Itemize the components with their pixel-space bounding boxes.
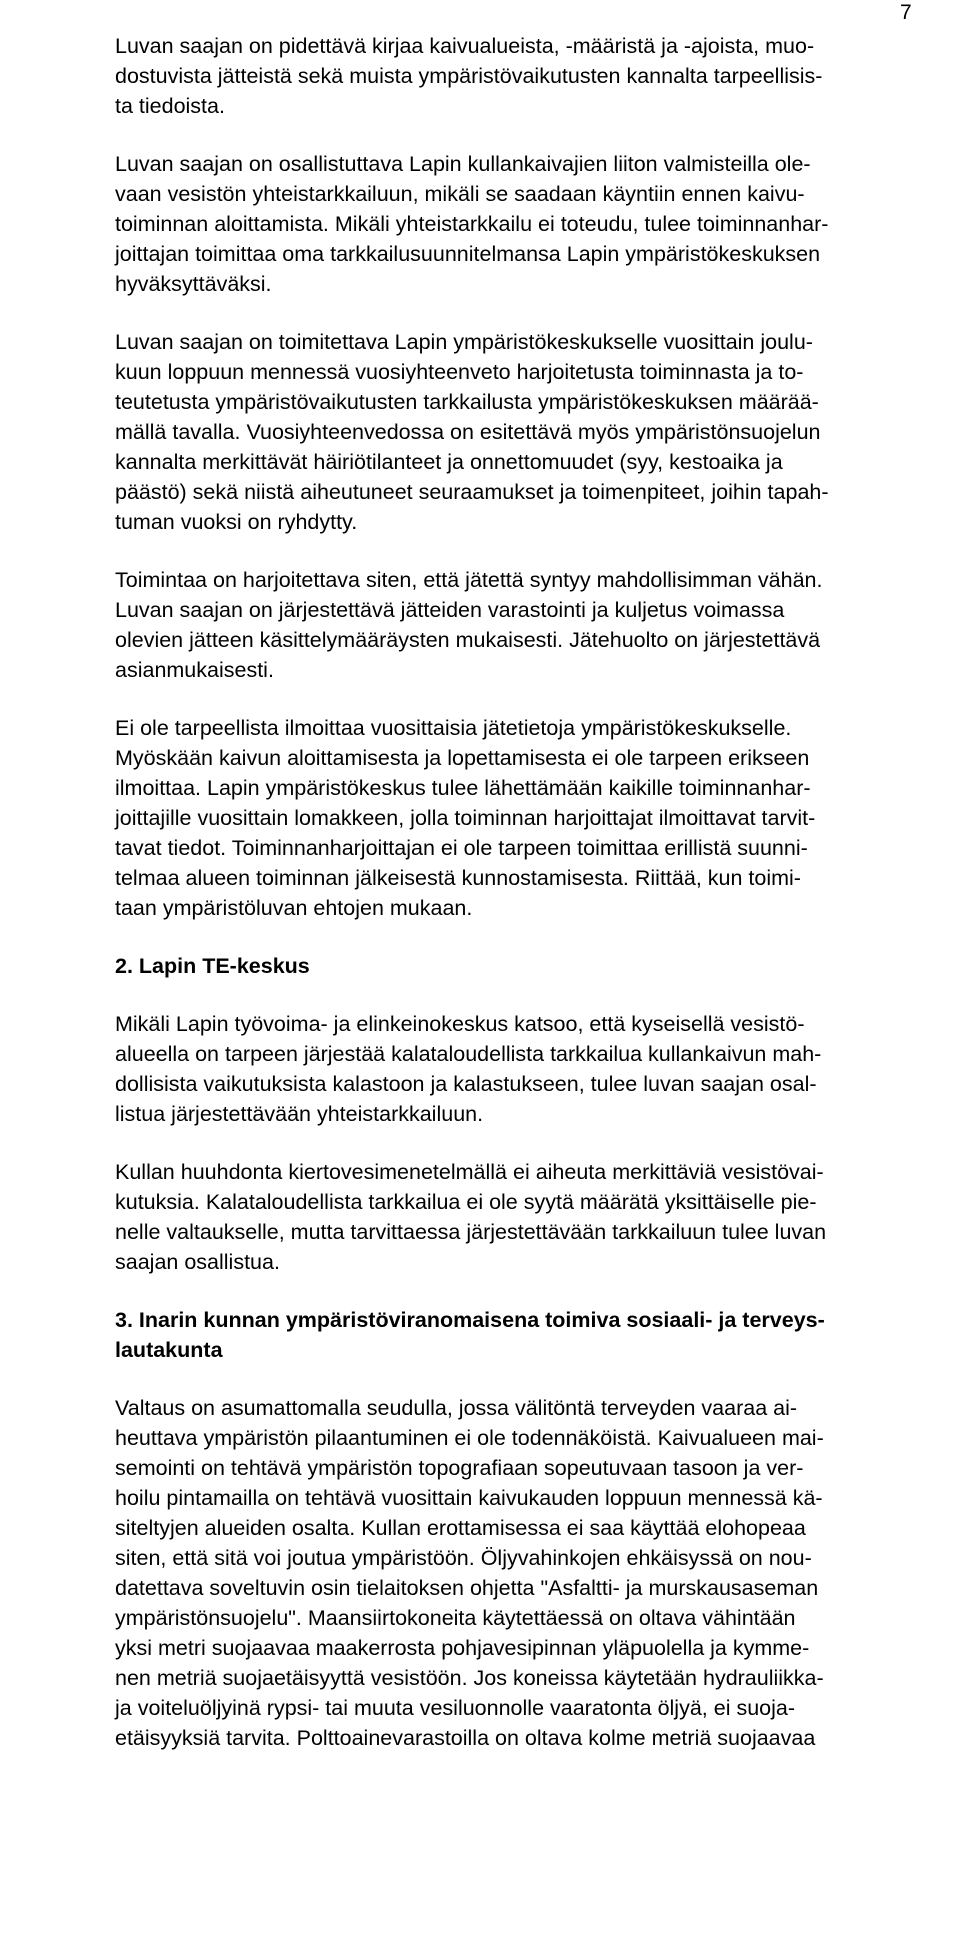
text-line: toiminnan aloittamista. Mikäli yhteistarkkailu ei toteudu, tulee toiminnanhar- (115, 212, 829, 236)
text-line: vaan vesistön yhteistarkkailuun, mikäli se saadaan käyntiin ennen kaivu- (115, 182, 805, 206)
text-line: ilmoittaa. Lapin ympäristökeskus tulee lähettämään kaikille toiminnanhar- (115, 776, 811, 800)
paragraph (115, 31, 823, 121)
paragraph-gap (115, 1277, 771, 1305)
text-line: 3. Inarin kunnan ympäristöviranomaisena toimiva sosiaali- ja terveys- (115, 1308, 825, 1332)
text-line: heuttava ympäristön pilaantuminen ei ole todennäköistä. Kaivualueen mai- (115, 1426, 824, 1450)
paragraph (115, 565, 823, 685)
text-line: alueella on tarpeen järjestää kalataloudellista tarkkailua kullankaivun mah- (115, 1042, 822, 1066)
document-body (115, 31, 829, 1753)
text-line: telmaa alueen toiminnan jälkeisestä kunnostamisesta. Riittää, kun toimi- (115, 866, 801, 890)
text-line: päästö) sekä niistä aiheutuneet seuraamukset ja toimenpiteet, joihin tapah- (115, 480, 829, 504)
text-line: nen metriä suojaetäisyyttä vesistöön. Jos koneissa käytetään hydrauliikka- (115, 1666, 824, 1690)
text-line: hoilu pintamailla on tehtävä vuosittain kaivukauden loppuun mennessä kä- (115, 1486, 823, 1510)
text-line: dollisista vaikutuksista kalastoon ja kalastukseen, tulee luvan saajan osal- (115, 1072, 817, 1096)
text-line: Toimintaa on harjoitettava siten, että jätettä syntyy mahdollisimman vähän. (115, 568, 823, 592)
text-line: joittajan toimittaa oma tarkkailusuunnitelmansa Lapin ympäristökeskuksen (115, 242, 821, 266)
text-line: ta tiedoista. (115, 94, 225, 118)
text-line: nelle valtaukselle, mutta tarvittaessa järjestettävään tarkkailuun tulee luvan (115, 1220, 827, 1244)
text-line: Kullan huuhdonta kiertovesimenetelmällä ei aiheuta merkittäviä vesistövai- (115, 1160, 824, 1184)
page-number: 7 (900, 1, 912, 24)
text-line: asianmukaisesti. (115, 658, 274, 682)
text-line: siteltyjen alueiden osalta. Kullan erottamisessa ei saa käyttää elohopeaa (115, 1516, 806, 1540)
paragraph-gap (115, 537, 771, 565)
paragraph-gap (115, 121, 771, 149)
text-line: ja voiteluöljyinä rypsi- tai muuta vesiluonnolle vaaratonta öljyä, ei suoja- (115, 1696, 796, 1720)
text-line: lautakunta (115, 1338, 223, 1362)
paragraph-gap (115, 923, 771, 951)
text-line: ympäristönsuojelu". Maansiirtokoneita käytettäessä on oltava vähintään (115, 1606, 796, 1630)
text-line: saajan osallistua. (115, 1250, 280, 1274)
text-line: Ei ole tarpeellista ilmoittaa vuosittaisia jätetietoja ympäristökeskukselle. (115, 716, 792, 740)
text-line: Valtaus on asumattomalla seudulla, jossa välitöntä terveyden vaaraa ai- (115, 1396, 798, 1420)
text-line: Luvan saajan on osallistuttava Lapin kullankaivajien liiton valmisteilla ole- (115, 152, 811, 176)
section-heading (115, 1305, 825, 1365)
section-heading (115, 951, 771, 981)
text-line: Mikäli Lapin työvoima- ja elinkeinokeskus katsoo, että kyseisellä vesistö- (115, 1012, 805, 1036)
text-line: kuun loppuun mennessä vuosiyhteenveto harjoitetusta toiminnasta ja to- (115, 360, 804, 384)
paragraph-gap (115, 981, 771, 1009)
text-line: olevien jätteen käsittelymääräysten mukaisesti. Jätehuolto on järjestettävä (115, 628, 821, 652)
text-line: kutuksia. Kalataloudellista tarkkailua ei ole syytä määrätä yksittäiselle pie- (115, 1190, 817, 1214)
text-line: tuman vuoksi on ryhdytty. (115, 510, 358, 534)
text-line: listua järjestettävään yhteistarkkailuun. (115, 1102, 484, 1126)
text-line: teutetusta ympäristövaikutusten tarkkailusta ympäristökeskuksen määrää- (115, 390, 819, 414)
text-line: semointi on tehtävä ympäristön topografiaan sopeutuvaan tasoon ja ver- (115, 1456, 804, 1480)
text-line: Luvan saajan on järjestettävä jätteiden varastointi ja kuljetus voimassa (115, 598, 785, 622)
paragraph (115, 713, 816, 923)
text-line: mällä tavalla. Vuosiyhteenvedossa on esitettävä myös ympäristönsuojelun (115, 420, 821, 444)
paragraph (115, 1393, 824, 1753)
paragraph-gap (115, 685, 771, 713)
text-line: yksi metri suojaavaa maakerrosta pohjavesipinnan yläpuolella ja kymme- (115, 1636, 810, 1660)
text-line: hyväksyttäväksi. (115, 272, 272, 296)
text-line: Luvan saajan on pidettävä kirjaa kaivualueista, -määristä ja -ajoista, muo- (115, 34, 815, 58)
text-line: kannalta merkittävät häiriötilanteet ja onnettomuudet (syy, kestoaika ja (115, 450, 783, 474)
text-line: dostuvista jätteistä sekä muista ympäristövaikutusten kannalta tarpeellisis- (115, 64, 823, 88)
paragraph-gap (115, 299, 771, 327)
paragraph-gap (115, 1365, 771, 1393)
text-line: 2. Lapin TE-keskus (115, 954, 310, 978)
paragraph (115, 1157, 827, 1277)
text-line: siten, että sitä voi joutua ympäristöön. Öljyvahinkojen ehkäisyssä on nou- (115, 1546, 812, 1570)
text-line: taan ympäristöluvan ehtojen mukaan. (115, 896, 473, 920)
paragraph (115, 327, 829, 537)
text-line: Myöskään kaivun aloittamisesta ja lopettamisesta ei ole tarpeen erikseen (115, 746, 810, 770)
text-line: joittajille vuosittain lomakkeen, jolla toiminnan harjoittajat ilmoittavat tarvit- (115, 806, 816, 830)
text-line: datettava soveltuvin osin tielaitoksen ohjetta "Asfaltti- ja murskausaseman (115, 1576, 819, 1600)
paragraph (115, 1009, 822, 1129)
text-line: Luvan saajan on toimitettava Lapin ympäristökeskukselle vuosittain joulu- (115, 330, 813, 354)
paragraph (115, 149, 829, 299)
paragraph-gap (115, 1129, 771, 1157)
text-line: etäisyyksiä tarvita. Polttoainevarastoilla on oltava kolme metriä suojaavaa (115, 1726, 816, 1750)
text-line: tavat tiedot. Toiminnanharjoittajan ei ole tarpeen toimittaa erillistä suunni- (115, 836, 808, 860)
